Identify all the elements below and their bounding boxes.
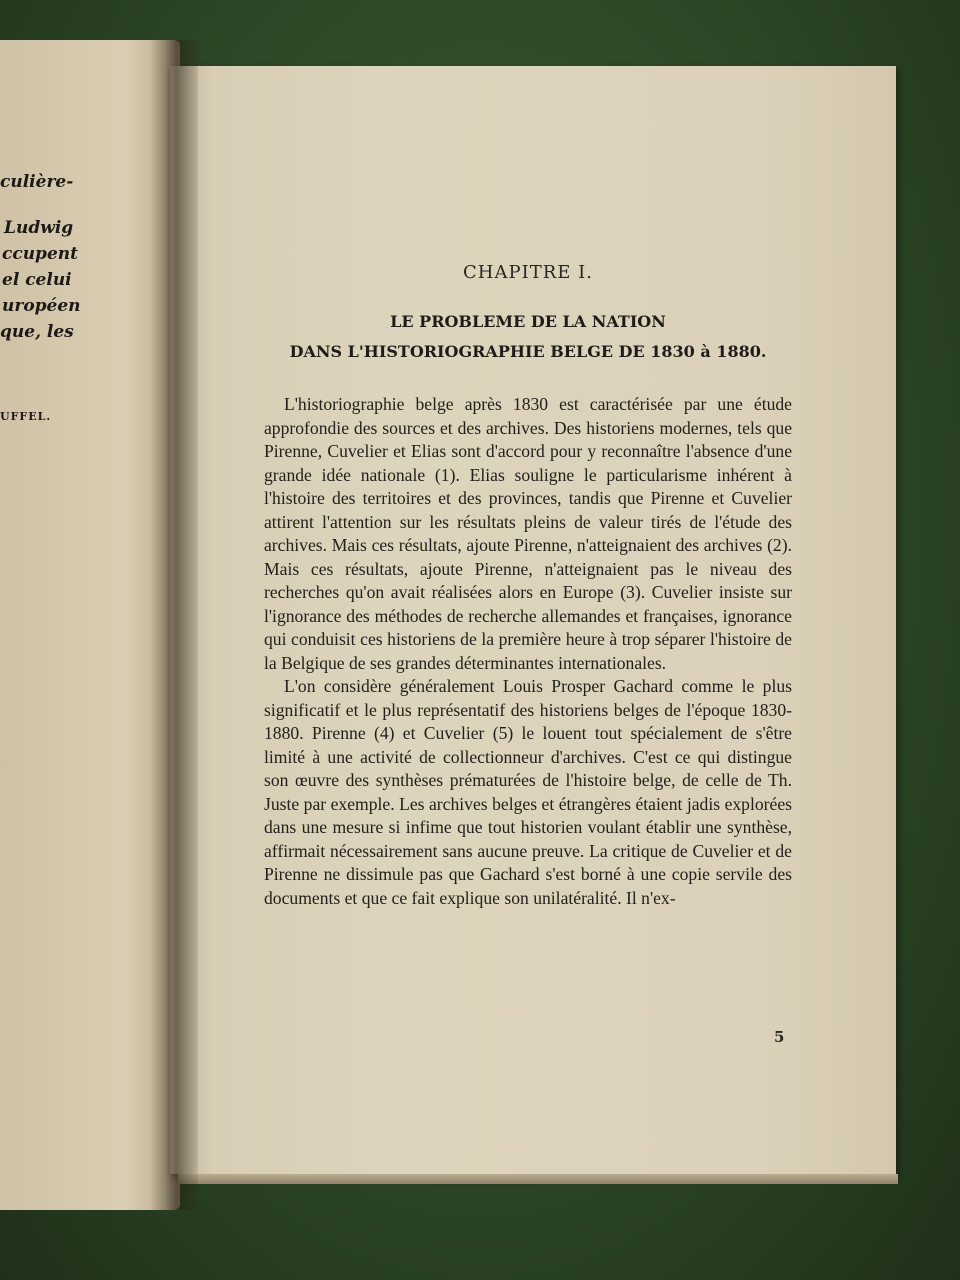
page-content (264, 262, 792, 910)
right-page (170, 66, 896, 1174)
chapter-heading: CHAPITRE I. (463, 262, 593, 283)
chapter-title-line-1: LE PROBLEME DE LA NATION (390, 312, 666, 331)
left-page-fragment: Ludwig (4, 218, 74, 238)
left-page-signature: UFFEL. (0, 410, 52, 423)
left-page-fragment: culière- (0, 172, 74, 192)
page-number: 5 (774, 1028, 785, 1046)
book-gutter-shadow (150, 40, 198, 1210)
page-block-edge (178, 1174, 898, 1184)
chapter-title-line-2: DANS L'HISTORIOGRAPHIE BELGE DE 1830 à 1880. (289, 342, 767, 361)
paragraph: L'on considère généralement Louis Prosper Gachard comme le plus significatif et le plus représentatif des historiens belges de l'époque 1830-1880. Pirenne (4) et Cuvelier (5) le louent tout spécialement de s'être limité à une activité de collectionneur d'archives. C'est ce qui distingue son œuvre des synthèses prématurées de l'histoire belge, de celle de Th. Juste par exemple. Les archives belges et étrangères étaient jadis explorées dans une mesure si infime que tout historien voulant établir une synthèse, affirmait nécessairement sans aucune preuve. La critique de Cuvelier et de Pirenne ne dissimule pas que Gachard s'est borné à une copie servile des documents et que ce fait explique son unilatéralité. Il n'ex- (264, 676, 792, 908)
paragraph: L'historiographie belge après 1830 est caractérisée par une étude approfondie des sources et des archives. Des historiens modernes, tels que Pirenne, Cuvelier et Elias sont d'accord pour y reconnaître l'absence d'une grande idée nationale (1). Elias souligne le particularisme inhérent à l'histoire des territoires et des provinces, tandis que Pirenne et Cuvelier attirent l'attention sur les résultats pleins de valeur tirés de l'étude des archives. Mais ces résultats, ajoute Pirenne, n'atteignaient des archives (2). Mais ces résultats, ajoute Pirenne, n'atteignaient pas le niveau des recherches qu'on avait réalisées alors en Europe (3). Cuvelier insiste sur l'ignorance des méthodes de recherche allemandes et françaises, ignorance qui conduisit ces historiens de la première heure à trop séparer l'histoire de la Belgique de ses grandes déterminantes internationales. (264, 394, 792, 673)
left-page-fragment: ccupent (2, 244, 78, 264)
left-page-fragment: uropéen (2, 296, 81, 316)
chapter-title (264, 307, 792, 367)
left-page-fragment: el celui (2, 270, 72, 290)
left-page-fragment: que, les (0, 322, 74, 342)
body-text (264, 393, 792, 910)
